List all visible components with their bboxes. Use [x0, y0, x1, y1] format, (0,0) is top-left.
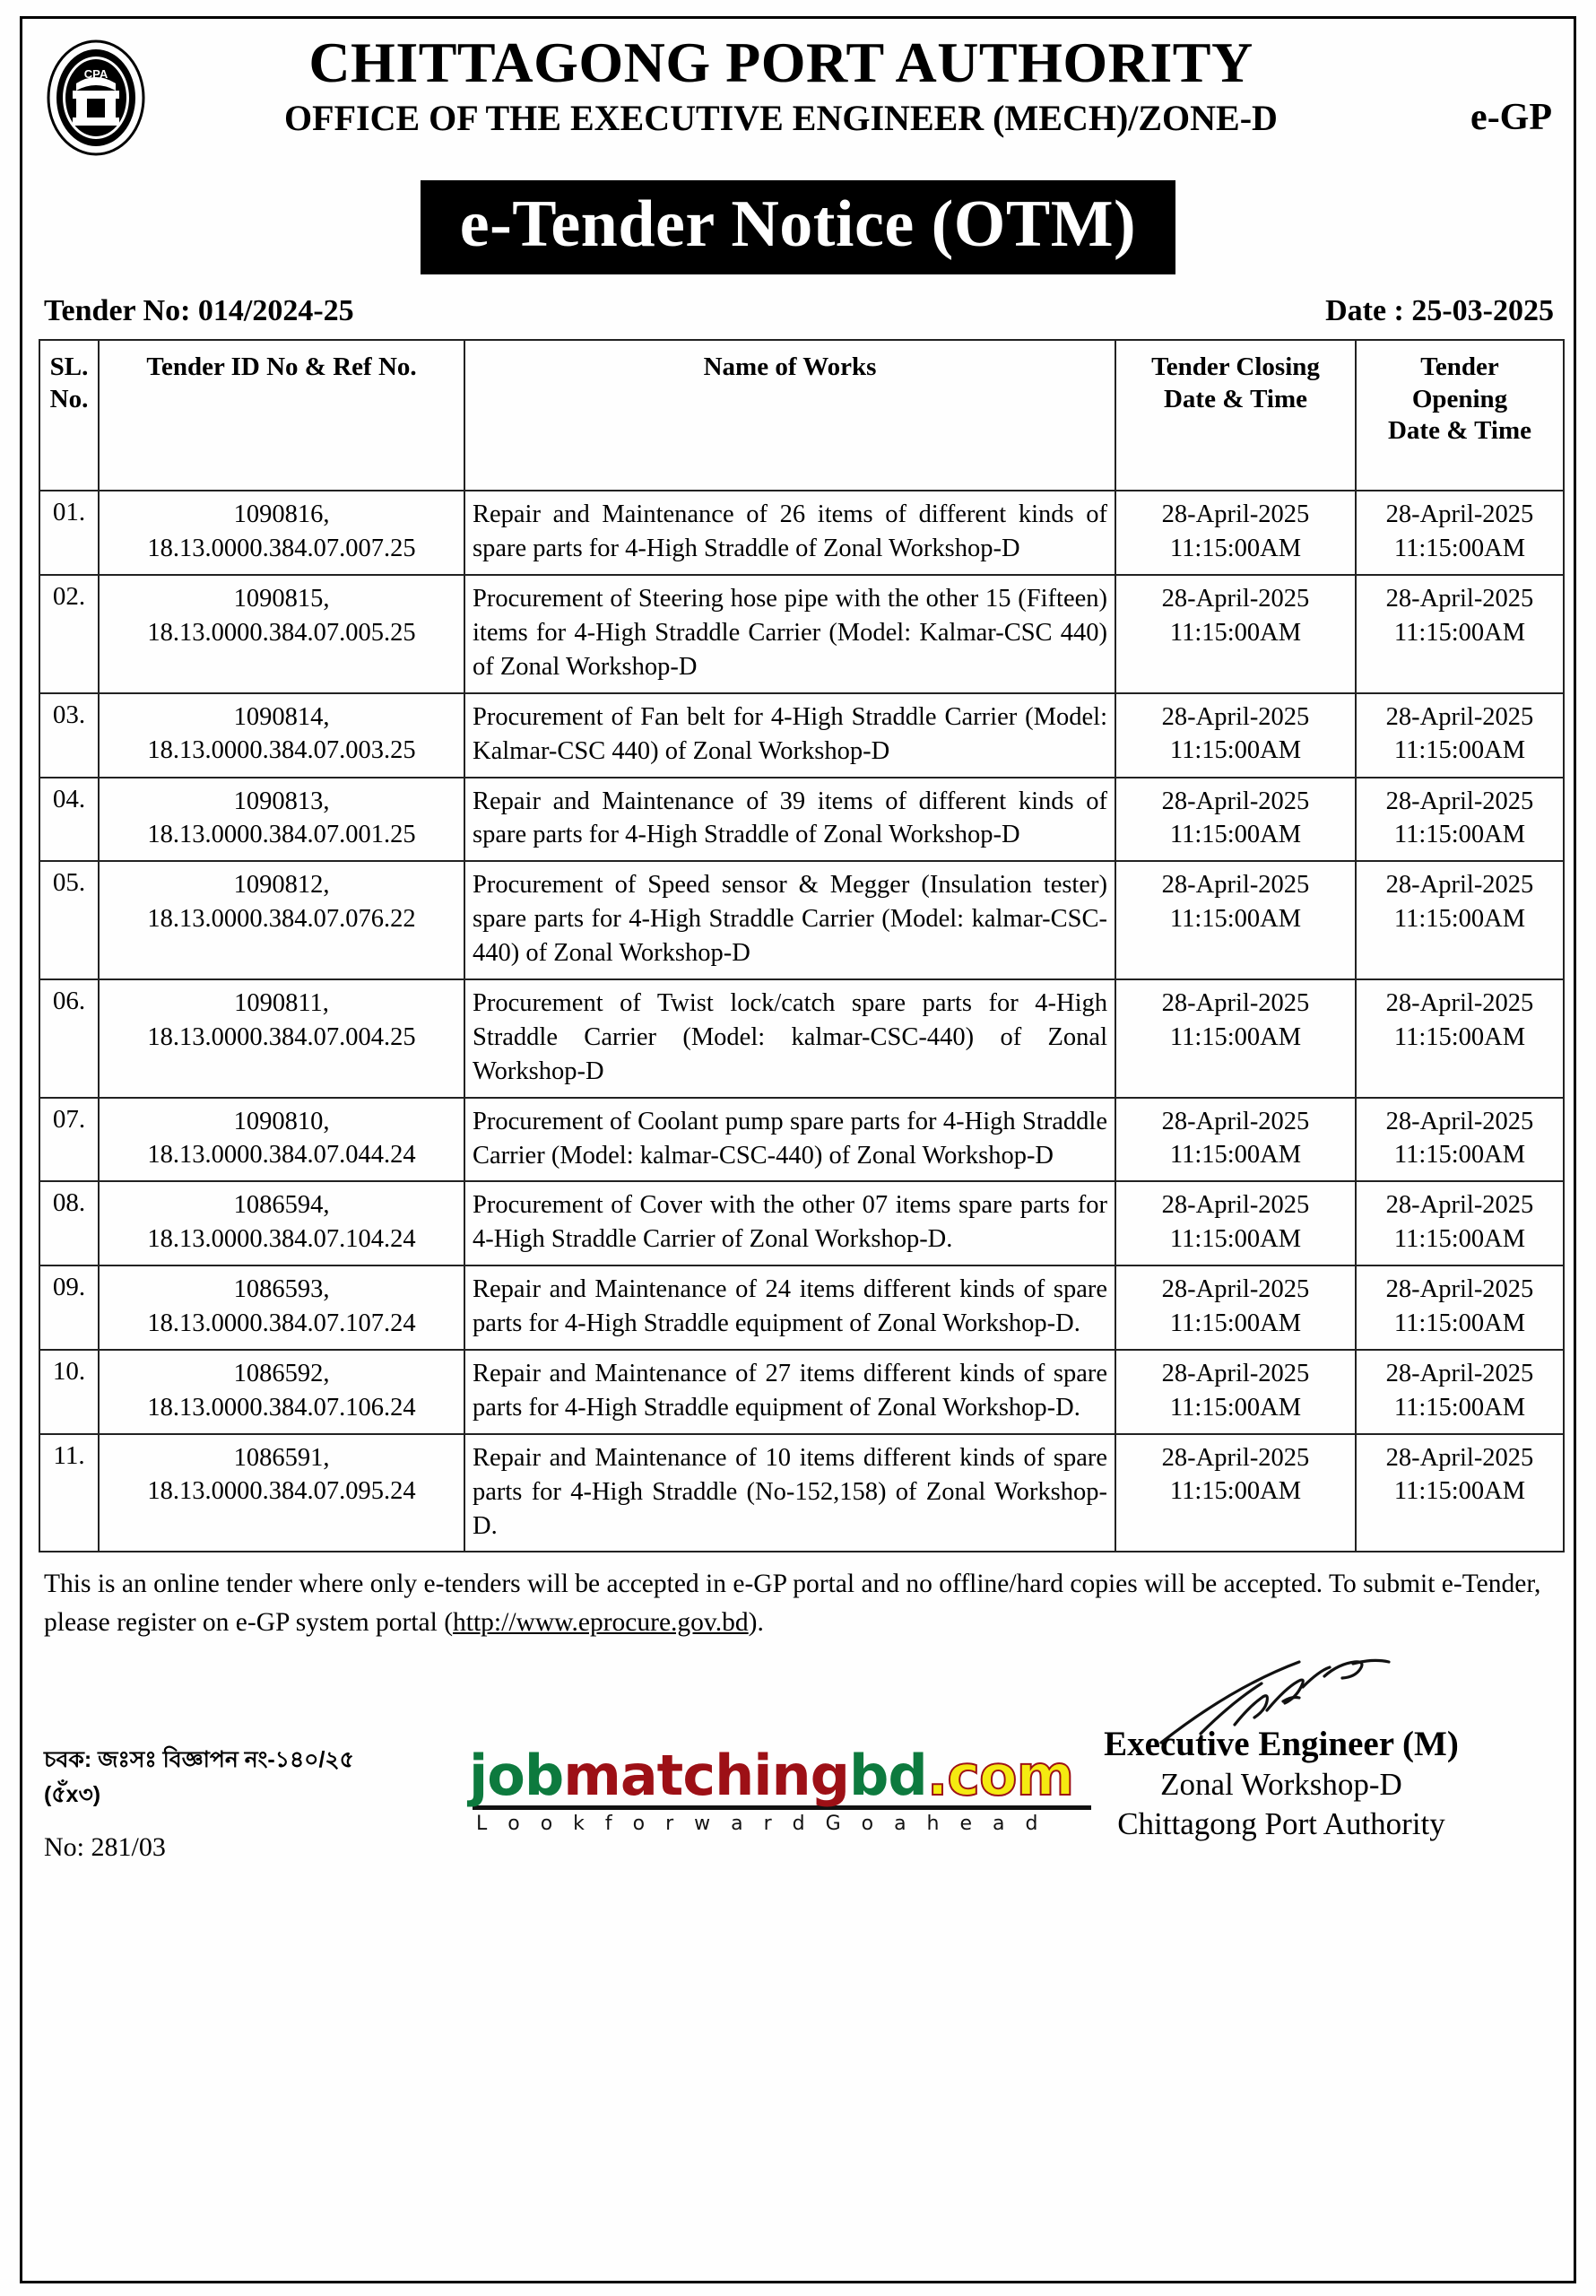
table-row [39, 778, 1564, 862]
cell-closing-datetime [1115, 861, 1356, 979]
cell-name-of-works: Repair and Maintenance of 10 items different kinds of spare parts for 4-High Straddle (No-152,158) of Zonal Workshop-D. [464, 1434, 1115, 1552]
signature-block [1012, 1725, 1550, 1843]
watermark-part-bd: bd [848, 1743, 927, 1808]
cell-sl-no: 03. [39, 693, 99, 778]
opening-date: 28-April-2025 [1385, 989, 1534, 1017]
cell-name-of-works: Procurement of Cover with the other 07 items spare parts for 4-High Straddle Carrier of Zonal Workshop-D. [464, 1181, 1115, 1265]
tender-id-number: 1090811, [234, 989, 329, 1017]
cell-name-of-works: Procurement of Speed sensor & Megger (Insulation tester) spare parts for 4-High Straddle Carrier (Model: kalmar-CSC-440) of Zonal Workshop-D [464, 861, 1115, 979]
note-line-1: This is an online tender where only e-tenders will be accepted in e-GP portal and no offline/hard copies will be accepted. [44, 1570, 1323, 1599]
watermark-tagline: L o o k f o r w a r d G o a h e a d [476, 1813, 1045, 1835]
opening-date: 28-April-2025 [1385, 1107, 1534, 1135]
closing-date: 28-April-2025 [1161, 787, 1310, 815]
note-line-2-suffix: ). [748, 1608, 764, 1638]
closing-date: 28-April-2025 [1161, 1360, 1310, 1388]
tender-ref-number: 18.13.0000.384.07.001.25 [147, 821, 416, 849]
opening-time: 11:15:00AM [1393, 1477, 1526, 1506]
cell-name-of-works: Procurement of Twist lock/catch spare parts for 4-High Straddle Carrier (Model: kalmar-CSC-440) of Zonal Workshop-D [464, 979, 1115, 1098]
cell-name-of-works: Repair and Maintenance of 27 items different kinds of spare parts for 4-High Straddle equipment of Zonal Workshop-D. [464, 1350, 1115, 1434]
tender-id-number: 1090812, [233, 871, 330, 900]
col-header-closing-line1: Tender Closing [1151, 352, 1320, 382]
svg-text:CPA: CPA [83, 67, 108, 81]
egp-label-container [1418, 33, 1557, 139]
col-header-closing-line2: Date & Time [1163, 384, 1307, 413]
opening-time: 11:15:00AM [1393, 821, 1526, 849]
table-row [39, 1265, 1564, 1350]
opening-time: 11:15:00AM [1393, 904, 1526, 933]
closing-date: 28-April-2025 [1161, 702, 1310, 731]
cell-name-of-works: Procurement of Coolant pump spare parts for 4-High Straddle Carrier (Model: kalmar-CSC-440) of Zonal Workshop-D [464, 1098, 1115, 1182]
header-title-group [153, 30, 1418, 139]
cell-sl-no: 11. [39, 1434, 99, 1552]
closing-date: 28-April-2025 [1161, 500, 1310, 529]
opening-time: 11:15:00AM [1393, 618, 1526, 647]
closing-date: 28-April-2025 [1161, 1191, 1310, 1220]
logo-container [39, 33, 153, 157]
cell-sl-no: 07. [39, 1098, 99, 1182]
tender-id-number: 1090815, [233, 585, 330, 613]
cell-closing-datetime [1115, 693, 1356, 778]
closing-time: 11:15:00AM [1169, 821, 1302, 849]
document-header [39, 28, 1557, 157]
tender-ref-number: 18.13.0000.384.07.104.24 [147, 1225, 416, 1254]
cell-opening-datetime [1356, 1434, 1564, 1552]
cell-tender-id [99, 1265, 464, 1350]
opening-date: 28-April-2025 [1385, 871, 1534, 900]
online-tender-note [39, 1565, 1557, 1642]
tender-id-number: 1090810, [233, 1107, 330, 1135]
cell-closing-datetime [1115, 1265, 1356, 1350]
closing-time: 11:15:00AM [1169, 1393, 1302, 1422]
cell-tender-id [99, 1434, 464, 1552]
cell-closing-datetime [1115, 1181, 1356, 1265]
cell-name-of-works: Repair and Maintenance of 39 items of different kinds of spare parts for 4-High Straddle of Zonal Workshop-D [464, 778, 1115, 862]
opening-date: 28-April-2025 [1385, 1275, 1534, 1304]
tender-id-number: 1090813, [233, 787, 330, 815]
tender-id-number: 1090814, [233, 702, 330, 731]
col-header-opening [1356, 340, 1564, 491]
watermark-part-job: job [469, 1743, 564, 1808]
document-frame [20, 16, 1576, 2283]
cell-opening-datetime [1356, 1181, 1564, 1265]
cell-sl-no: 01. [39, 491, 99, 575]
organization-name: CHITTAGONG PORT AUTHORITY [308, 30, 1253, 94]
cell-tender-id [99, 861, 464, 979]
cell-sl-no: 09. [39, 1265, 99, 1350]
opening-date: 28-April-2025 [1385, 1360, 1534, 1388]
cell-closing-datetime [1115, 491, 1356, 575]
tender-ref-number: 18.13.0000.384.07.044.24 [147, 1141, 416, 1170]
tender-ref-number: 18.13.0000.384.07.005.25 [147, 618, 416, 647]
closing-date: 28-April-2025 [1161, 871, 1310, 900]
cell-name-of-works: Procurement of Steering hose pipe with the other 15 (Fifteen) items for 4-High Straddle Carrier (Model: Kalmar-CSC 440) of Zonal Workshop-D [464, 575, 1115, 693]
table-body [39, 491, 1564, 1552]
cell-sl-no: 10. [39, 1350, 99, 1434]
notice-title-banner: e-Tender Notice (OTM) [421, 180, 1175, 274]
opening-date: 28-April-2025 [1385, 1191, 1534, 1220]
opening-time: 11:15:00AM [1393, 1309, 1526, 1337]
cell-tender-id [99, 778, 464, 862]
table-row [39, 1350, 1564, 1434]
cell-tender-id [99, 575, 464, 693]
table-row [39, 693, 1564, 778]
cell-opening-datetime [1356, 1098, 1564, 1182]
document-footer [39, 1648, 1557, 2274]
table-row [39, 491, 1564, 575]
col-header-opening-line3: Date & Time [1387, 416, 1531, 446]
tender-ref-number: 18.13.0000.384.07.007.25 [147, 534, 416, 562]
note-line-2-prefix: To submit e-Tender, please register on e-GP system portal ( [44, 1570, 1541, 1638]
tender-meta-row [39, 294, 1557, 328]
cell-closing-datetime [1115, 575, 1356, 693]
tender-id-number: 1086591, [233, 1443, 330, 1472]
opening-date: 28-April-2025 [1385, 1443, 1534, 1472]
footer-left-block [44, 1743, 354, 1868]
col-header-sl-line2: No. [49, 384, 89, 413]
opening-date: 28-April-2025 [1385, 585, 1534, 613]
table-row [39, 1434, 1564, 1552]
col-header-opening-line2: Opening [1411, 384, 1508, 413]
closing-time: 11:15:00AM [1169, 1477, 1302, 1506]
table-row [39, 575, 1564, 693]
signatory-office: Zonal Workshop-D [1160, 1766, 1402, 1802]
opening-date: 28-April-2025 [1385, 702, 1534, 731]
tender-ref-number: 18.13.0000.384.07.106.24 [147, 1393, 416, 1422]
egp-label: e-GP [1470, 97, 1552, 138]
opening-time: 11:15:00AM [1393, 1141, 1526, 1170]
signatory-authority: Chittagong Port Authority [1117, 1805, 1445, 1841]
cell-name-of-works: Procurement of Fan belt for 4-High Straddle Carrier (Model: Kalmar-CSC 440) of Zonal Workshop-D [464, 693, 1115, 778]
cell-opening-datetime [1356, 693, 1564, 778]
cell-name-of-works: Repair and Maintenance of 26 items of different kinds of spare parts for 4-High Straddle of Zonal Workshop-D [464, 491, 1115, 575]
cell-sl-no: 04. [39, 778, 99, 862]
tender-id-number: 1086594, [233, 1191, 330, 1220]
tender-ref-number: 18.13.0000.384.07.095.24 [147, 1477, 416, 1506]
closing-time: 11:15:00AM [1169, 534, 1302, 562]
opening-time: 11:15:00AM [1393, 1225, 1526, 1254]
closing-time: 11:15:00AM [1169, 1022, 1302, 1051]
opening-date: 28-April-2025 [1385, 500, 1534, 529]
table-row [39, 861, 1564, 979]
cell-tender-id [99, 491, 464, 575]
col-header-name-of-works: Name of Works [464, 340, 1115, 491]
signatory-title: Executive Engineer (M) [1104, 1725, 1459, 1763]
cell-sl-no: 08. [39, 1181, 99, 1265]
cell-tender-id [99, 1098, 464, 1182]
cell-sl-no: 05. [39, 861, 99, 979]
table-row [39, 1181, 1564, 1265]
table-header-row [39, 340, 1564, 491]
cell-opening-datetime [1356, 1265, 1564, 1350]
closing-date: 28-April-2025 [1161, 585, 1310, 613]
cell-closing-datetime [1115, 1098, 1356, 1182]
office-name: OFFICE OF THE EXECUTIVE ENGINEER (MECH)/ZONE-D [284, 97, 1278, 138]
tender-ref-number: 18.13.0000.384.07.004.25 [147, 1022, 416, 1051]
col-header-closing [1115, 340, 1356, 491]
cell-tender-id [99, 693, 464, 778]
cell-name-of-works: Repair and Maintenance of 24 items different kinds of spare parts for 4-High Straddle equipment of Zonal Workshop-D. [464, 1265, 1115, 1350]
chittagong-port-authority-seal-icon [46, 39, 146, 157]
col-header-sl-line1: SL. [49, 352, 89, 382]
opening-time: 11:15:00AM [1393, 736, 1526, 765]
cell-opening-datetime [1356, 491, 1564, 575]
cell-opening-datetime [1356, 1350, 1564, 1434]
memo-number: No: 281/03 [44, 1831, 166, 1862]
tender-ref-number: 18.13.0000.384.07.003.25 [147, 736, 416, 765]
banner-row [39, 180, 1557, 274]
closing-time: 11:15:00AM [1169, 1309, 1302, 1337]
cell-tender-id [99, 1181, 464, 1265]
watermark-part-com: .com [926, 1743, 1074, 1808]
cell-tender-id [99, 1350, 464, 1434]
opening-time: 11:15:00AM [1393, 1393, 1526, 1422]
closing-date: 28-April-2025 [1161, 1275, 1310, 1304]
bengali-ad-size: (৫ঁx৩) [44, 1781, 101, 1807]
tender-ref-number: 18.13.0000.384.07.076.22 [147, 904, 416, 933]
col-header-tender-id: Tender ID No & Ref No. [99, 340, 464, 491]
closing-time: 11:15:00AM [1169, 1225, 1302, 1254]
tender-number: Tender No: 014/2024-25 [44, 294, 354, 328]
cell-opening-datetime [1356, 861, 1564, 979]
table-row [39, 1098, 1564, 1182]
tender-id-number: 1086593, [233, 1275, 330, 1304]
cell-closing-datetime [1115, 979, 1356, 1098]
cell-closing-datetime [1115, 778, 1356, 862]
tender-id-number: 1086592, [233, 1360, 330, 1388]
opening-time: 11:15:00AM [1393, 534, 1526, 562]
table-row [39, 979, 1564, 1098]
cell-opening-datetime [1356, 979, 1564, 1098]
closing-date: 28-April-2025 [1161, 1107, 1310, 1135]
eprocure-portal-link[interactable]: http://www.eprocure.gov.bd [453, 1608, 749, 1638]
tender-id-number: 1090816, [233, 500, 330, 529]
closing-time: 11:15:00AM [1169, 1141, 1302, 1170]
cell-closing-datetime [1115, 1350, 1356, 1434]
col-header-opening-line1: Tender [1420, 352, 1499, 382]
bengali-ad-number: চবক: জঃসঃ বিজ্ঞাপন নং-১৪০/২৫ [44, 1747, 354, 1772]
closing-time: 11:15:00AM [1169, 736, 1302, 765]
table-header [39, 340, 1564, 491]
opening-time: 11:15:00AM [1393, 1022, 1526, 1051]
cell-sl-no: 02. [39, 575, 99, 693]
cell-opening-datetime [1356, 575, 1564, 693]
closing-date: 28-April-2025 [1161, 989, 1310, 1017]
cell-opening-datetime [1356, 778, 1564, 862]
tender-ref-number: 18.13.0000.384.07.107.24 [147, 1309, 416, 1337]
cell-tender-id [99, 979, 464, 1098]
closing-date: 28-April-2025 [1161, 1443, 1310, 1472]
closing-time: 11:15:00AM [1169, 618, 1302, 647]
cell-sl-no: 06. [39, 979, 99, 1098]
closing-time: 11:15:00AM [1169, 904, 1302, 933]
cell-closing-datetime [1115, 1434, 1356, 1552]
tender-table [39, 339, 1565, 1552]
col-header-sl [39, 340, 99, 491]
notice-date: Date : 25-03-2025 [1325, 294, 1554, 328]
watermark-part-matching: matching [563, 1743, 849, 1808]
opening-date: 28-April-2025 [1385, 787, 1534, 815]
